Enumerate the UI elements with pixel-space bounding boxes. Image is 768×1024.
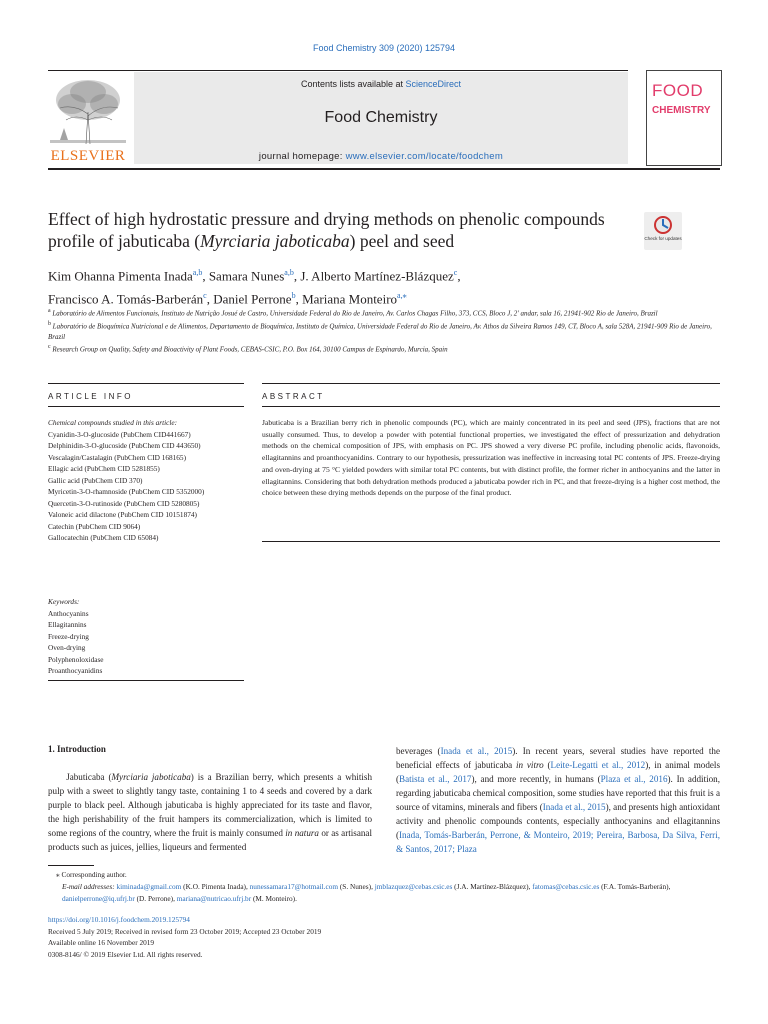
author-name[interactable]: Daniel Perrone [213,291,292,307]
intro-text: beverages ( [396,746,441,756]
contents-prefix: Contents lists available at [300,79,406,89]
intro-text: ) is a Brazilian berry, which presents a whitish pulp with a sweet to slightly tangy taste, containing 1 to 4 seeds and covered by a dark purple to black peel. Although jabuticaba is highly appreciated for its taste and flavor, the high perishability of the fruit hampers its commercialization, which is limited to some regions of the country, where the fruit is mainly consumed [48,772,372,838]
compound-item: Gallocatechin (PubChem CID 65084) [48,533,159,542]
compound-item: Catechin (PubChem CID 9064) [48,521,141,531]
email-owner: (D. Perrone), [134,894,177,903]
cover-title-food: FOOD [652,81,704,100]
intro-text: ), and presents high antioxidant activity and phenolic compounds contents, especially anthocyanins and ellagitannins ( [396,802,721,840]
intro-text: ). In addition, regarding jabuticaba chemical composition, some studies have reported that this fruit is a source of vitamins, minerals and fibers ( [396,774,721,812]
keywords-rule [48,680,244,681]
email-link[interactable]: fatomas@cebas.csic.es [532,882,600,891]
email-link[interactable]: jmblazquez@cebas.csic.es [374,882,453,891]
keyword-item: Ellagitannins [48,620,87,629]
keywords-heading: Keywords: [48,597,80,606]
email-link[interactable]: nunessamara17@hotmail.com [249,882,339,891]
author-affiliation-marker[interactable]: a,b [192,268,203,277]
compound-item: Vescalagin/Castalagin (PubChem CID 168165) [48,452,187,462]
cover-title-chemistry: CHEMISTRY [652,105,711,116]
citation-link[interactable]: Leite-Legatti et al., 2012 [550,760,646,770]
article-info-subrule [48,406,244,407]
copyright: 0308-8146/ © 2019 Elsevier Ltd. All rights reserved. [48,949,203,959]
journal-homepage [134,151,628,162]
author-name[interactable]: Mariana Monteiro [302,291,398,307]
affiliation-marker: b [48,320,51,327]
keyword-item: Oven-drying [48,643,86,652]
abstract-subrule [262,406,720,407]
article-meta [48,914,728,960]
author-name[interactable]: Francisco A. Tomás-Barberán [48,291,204,307]
keyword-item: Freeze-drying [48,631,89,641]
author-separator: , [295,291,303,307]
check-for-updates-badge[interactable] [644,212,682,250]
email-link[interactable]: danielperrone@iq.ufrj.br [62,894,135,903]
author-affiliation-marker[interactable]: c [453,268,458,277]
compound-item: Ellagic acid (PubChem CID 5281855) [48,464,160,473]
doi-link[interactable]: https://doi.org/10.1016/j.foodchem.2019.125794 [48,915,190,924]
affiliation-text: Research Group on Quality, Safety and Bioactivity of Plant Foods, CEBAS-CSIC, P.O. Box 164, 30100 Campus de Espinardo, Murcia, Spain [52,345,448,354]
compound-item: Gallic acid (PubChem CID 370) [48,475,143,485]
email-owner: (J.A. Martínez-Blázquez), [452,882,533,891]
title-text: Effect of high hydrostatic pressure and drying methods on phenolic compounds profile of jabuticaba ( [48,209,605,251]
citation-link[interactable]: Batista et al., 2017 [399,774,472,784]
compound-item: Delphinidin-3-O-glucoside (PubChem CID 443650) [48,441,201,450]
compound-item: Myricetin-3-O-rhamnoside (PubChem CID 5352000) [48,487,205,496]
author-affiliation-marker[interactable]: c [203,291,207,301]
contents-line [134,79,628,89]
keywords-list [48,596,244,677]
email-owner: (F.A. Tomás-Barberán), [599,882,671,891]
email-owner: (M. Monteiro). [251,894,297,903]
affiliation-marker: a [48,308,51,314]
affiliation [48,342,718,355]
intro-text: ( [543,760,551,770]
author-list [48,263,698,310]
intro-species: Myrciaria jaboticaba [111,772,191,782]
chemical-compounds-list [48,417,244,544]
intro-term: in vitro [516,760,544,770]
available-online: Available online 16 November 2019 [48,938,155,947]
author-separator: , [293,268,301,284]
sciencedirect-link[interactable]: ScienceDirect [405,79,462,89]
article-info-heading: ARTICLE INFO [48,392,133,401]
intro-paragraph-left [48,770,372,854]
citation-link[interactable]: Inada, Tomás-Barberán, Perrone, & Monteiro, 2019; Pereira, Barbosa, Da Silva, Ferri, & Santos, 2017; Plaza [396,830,720,854]
section-heading-introduction: 1. Introduction [48,744,106,754]
abstract-text: Jabuticaba is a Brazilian berry rich in phenolic compounds (PC), which are mainly concentrated in its peel and seed (JPS), fractions that are not usually consumed. Thus, to develop a powder with potential functional properties, we investigated the effect of pressurization and dehydration methods on the chemical composition of JPS, with emphasis on PC. JPS showed a very diverse PC profile, including phenolic acids, flavonoids, ellagitannins and proanthocyanidins. Contrary to our hypothesis, pressurization was ineffective in increasing total PC contents of JPS. Freeze-drying and oven-drying at 75 °C yielded powders with similar total PC contents, but with distinct profile, the former richer in anthocyanins and the latter in ellagitannins. Considering that both dehydration methods produced a jabuticaba powder rich in PC, and that freeze-drying is a higher cost method, the choice between these drying methods depends on the purpose of the final product. [262,418,720,498]
citation-link[interactable]: Plaza et al., 2016 [600,774,668,784]
email-addresses [48,881,728,905]
author-separator: , [457,268,461,284]
homepage-link[interactable]: www.elsevier.com/locate/foodchem [345,151,504,162]
affiliation-marker: c [48,344,51,351]
keyword-item: Anthocyanins [48,608,89,618]
footnotes [48,869,728,905]
abstract-heading: ABSTRACT [262,392,325,401]
intro-text: Jabuticaba ( [66,772,112,782]
title-text-end: ) peel and seed [349,231,455,251]
compound-item: Cyanidin-3-O-glucoside (PubChem CID441667) [48,429,191,439]
keyword-item: Polyphenoloxidase [48,654,104,664]
email-link[interactable]: mariana@nutricao.ufrj.br [176,894,252,903]
footnote-rule [48,865,94,866]
journal-cover[interactable] [646,70,722,166]
header-rule-bottom [48,168,720,170]
intro-paragraph-right [396,744,720,856]
corresponding-author-note: ⁎ Corresponding author. [56,870,127,879]
history-dates: Received 5 July 2019; Received in revised form 23 October 2019; Accepted 23 October 2019 [48,926,322,936]
title-species: Myrciaria jaboticaba [200,231,350,251]
intro-text: ), in animal models ( [396,760,720,784]
author-name[interactable]: Kim Ohanna Pimenta Inada [48,268,193,284]
affiliation [48,319,718,342]
intro-text: or as artisanal products such as juices, jellies, liqueurs and fermented [48,828,372,852]
author-separator: , [206,291,214,307]
author-name[interactable]: Samara Nunes [208,268,285,284]
affiliations [48,306,718,355]
intro-term: in natura [285,828,319,838]
citation-link[interactable]: Inada et al., 2015 [542,802,606,812]
author-separator: , [202,268,209,284]
abstract-rule [262,383,720,384]
author-affiliation-marker[interactable]: b [291,291,296,301]
author-affiliation-marker[interactable]: a,b [284,268,294,277]
intro-text: ). In recent years, several studies have reported the beneficial effects of jabuticaba [396,746,721,770]
compound-item: Quercetin-3-O-rutinoside (PubChem CID 5280805) [48,498,200,508]
affiliation-text: Laboratório de Bioquímica Nutricional e de Alimentos, Departamento de Bioquímica, Instituto de Química, Universidade Federal do Rio de Janeiro, Av. Athos da Silveira Ramos 149, CT, Bloco A, sala 528A, 21941-909 Rio de Janeiro, Brazil [48,322,712,341]
email-owner: (S. Nunes), [338,882,375,891]
article-info-rule [48,383,244,384]
compounds-heading: Chemical compounds studied in this article: [48,418,178,427]
compound-item: Valoneic acid dilactone (PubChem CID 10151874) [48,510,197,519]
homepage-prefix: journal homepage: [258,151,346,162]
email-label: E-mail addresses: [62,882,115,891]
journal-name: Food Chemistry [324,109,438,126]
journal-reference[interactable]: Food Chemistry 309 (2020) 125794 [312,43,456,53]
email-link[interactable]: kiminada@gmail.com [116,882,182,891]
citation-link[interactable]: Inada et al., 2015 [440,746,513,756]
badge-label: Check for updates [644,236,682,241]
intro-text: ), and more recently, in humans ( [471,774,601,784]
email-owner: (K.O. Pimenta Inada), [181,882,250,891]
affiliation [48,306,718,319]
keyword-item: Proanthocyanidins [48,666,103,675]
elsevier-wordmark: ELSEVIER [50,148,126,164]
author-affiliation-marker[interactable]: a,⁎ [397,291,407,301]
article-title [48,208,608,252]
author-name[interactable]: J. Alberto Martínez-Blázquez [300,268,454,284]
header-rule-top [48,70,628,71]
affiliation-text: Laboratório de Alimentos Funcionais, Instituto de Nutrição Josué de Castro, Universidade Federal do Rio de Janeiro, Av. Carlos Chagas Filho, 373, CCS, Bloco J, 2' andar, sala 16, 21941-902 Rio de Janeiro, Brazil [52,309,658,318]
abstract-bottom-rule [262,541,720,542]
